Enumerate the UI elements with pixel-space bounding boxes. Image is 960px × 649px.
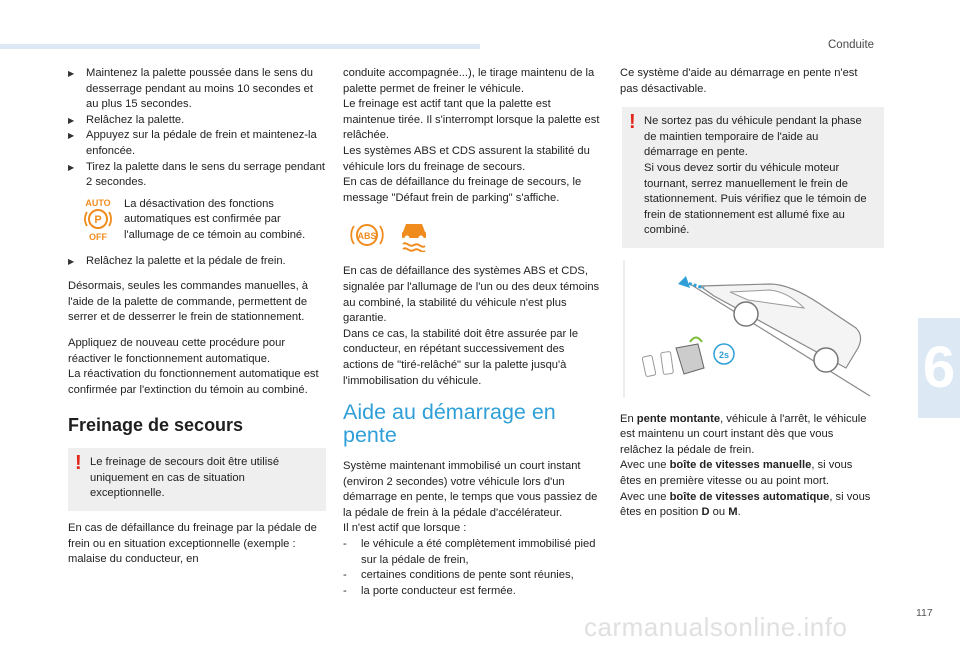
stability-control-icon	[397, 218, 431, 252]
paragraph: Système maintenant immobilisé un court instant (environ 2 secondes) votre véhicule lors d'un démarrage en pente, le temps que vous passiez de la pédale de frein à la pédale d'accélérateur.	[343, 460, 598, 519]
paragraph: Les systèmes ABS et CDS assurent la stabilité du véhicule lors du freinage de secours.	[343, 144, 590, 173]
paragraph: En cas de défaillance du freinage de secours, le message "Défaut frein de parking" s'affiche.	[343, 176, 582, 204]
page-number: 117	[916, 607, 933, 619]
square-bullet-icon: ▶	[68, 69, 75, 78]
paragraph: Il n'est actif que lorsque :	[343, 522, 467, 535]
square-bullet-icon: ▶	[68, 256, 75, 266]
paragraph: Appliquez de nouveau cette procédure pour réactiver le fonctionnement automatique.	[68, 336, 286, 365]
step-item: ▶ Tirez la palette dans le sens du serrage pendant 2 secondes.	[68, 160, 326, 189]
warning-box	[68, 448, 326, 511]
paragraph: En pente montante, véhicule à l'arrêt, le véhicule est maintenu un court instant dès que vous relâchez la pédale de frein.	[620, 412, 867, 456]
paragraph: La réactivation du fonctionnement automatique est confirmée par l'extinction du témoin au combiné.	[68, 368, 319, 396]
warning-box	[622, 107, 884, 248]
warning-text: Ne sortez pas du véhicule pendant la phase de maintien temporaire de l'aide au démarrage en pente.	[644, 115, 862, 159]
warning-text: Le freinage de secours doit être utilisé uniquement en cas de situation exceptionnelle.	[90, 456, 280, 500]
hill-start-illustration	[620, 256, 874, 398]
section-name: Conduite	[828, 39, 875, 51]
condition-item: - le véhicule a été complètement immobilisé pied sur la pédale de frein,	[343, 538, 596, 566]
step-item: ▶ Relâchez la palette et la pédale de frein.	[68, 254, 326, 270]
warning-lights	[343, 218, 601, 252]
square-bullet-icon: ▶	[68, 115, 75, 125]
column-middle	[343, 66, 601, 599]
chapter-number: 6	[922, 335, 956, 400]
exclamation-icon: !	[75, 452, 82, 475]
icon-text-auto: AUTO	[85, 197, 111, 208]
condition-item: - certaines conditions de pente sont réunies,	[343, 569, 574, 582]
paragraph: Dans ce cas, la stabilité doit être assurée par le conducteur, en répétant successivement des actions de "tiré-relâché" sur la palette jusqu'à l'immobilisation du véhicule.	[343, 327, 579, 387]
condition-item: - la porte conducteur est fermée.	[343, 584, 516, 597]
step-item: ▶ Maintenez la palette poussée dans le sens du desserrage pendant au moins 10 secondes et au plus 15 secondes.	[68, 67, 314, 111]
abs-warning-icon	[349, 218, 385, 252]
paragraph: Avec une boîte de vitesses manuelle, si vous êtes en première vitesse ou au point mort.	[620, 459, 853, 487]
paragraph: En cas de défaillance du freinage par la pédale de frein ou en situation exceptionnelle (exemple : malaise du conducteur, en	[68, 522, 317, 566]
paragraph: Avec une boîte de vitesses automatique, si vous êtes en position D ou M.	[620, 490, 871, 519]
paragraph: Désormais, seules les commandes manuelles, à l'aide de la palette de commande, permettent de serrer et de desserrer le frein de stationnement.	[68, 280, 309, 324]
header-bar	[0, 44, 480, 49]
section-heading: Aide au démarrage en pente	[343, 400, 556, 448]
section-heading: Freinage de secours	[68, 415, 244, 436]
paragraph: Ce système d'aide au démarrage en pente n'est pas désactivable.	[620, 67, 858, 95]
square-bullet-icon: ▶	[68, 162, 75, 172]
icon-text-off: OFF	[89, 231, 107, 242]
watermark: carmanualsonline.info	[584, 612, 848, 642]
icon-text-p: P	[94, 213, 102, 226]
auto-off-warning-icon	[80, 197, 116, 243]
warning-text: Si vous devez sortir du véhicule moteur tournant, serrez manuellement le frein de stationnement. Puis vérifiez que le témoin de frein de stationnement est allumé fixe au combiné.	[644, 161, 867, 237]
paragraph: En cas de défaillance des systèmes ABS et CDS, signalée par l'allumage de l'un ou des deux témoins au combiné, la stabilité du véhicule n'est plus garantie.	[343, 265, 600, 325]
paragraph: Le freinage est actif tant que la palette est maintenue tirée. Il s'interrompt lorsque la palette est relâchée.	[343, 98, 600, 142]
step-item: ▶ Appuyez sur la pédale de frein et maintenez-la enfoncée.	[68, 129, 317, 157]
timer-label: 2s	[718, 349, 730, 360]
paragraph: conduite accompagnée...), le tirage maintenu de la palette permet de freiner le véhicule.	[343, 67, 595, 95]
abs-icon-text: ABS	[357, 231, 377, 242]
exclamation-icon: !	[629, 111, 636, 134]
auto-off-note-text: La désactivation des fonctions automatiques est confirmée par l'allumage de ce témoin au combiné.	[124, 197, 306, 241]
step-item: ▶ Relâchez la palette.	[68, 113, 326, 129]
column-right	[620, 66, 876, 521]
column-left	[68, 66, 326, 568]
square-bullet-icon: ▶	[68, 131, 75, 141]
auto-off-note	[68, 197, 326, 244]
